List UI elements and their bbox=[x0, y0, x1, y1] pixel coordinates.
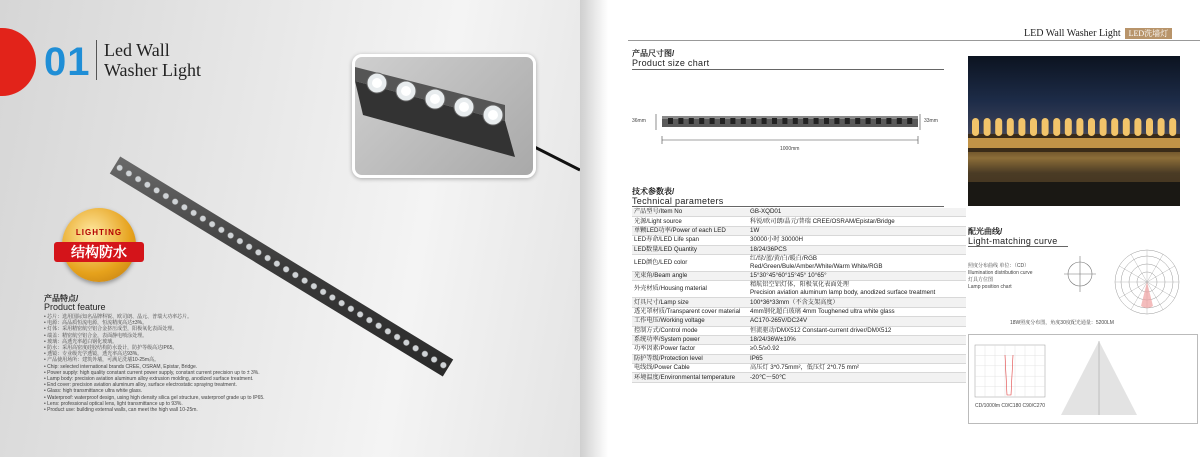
closeup-led-core bbox=[430, 94, 440, 104]
size-led bbox=[710, 118, 715, 124]
tech-title-rule bbox=[632, 206, 944, 207]
bar-led bbox=[339, 300, 345, 306]
bridge-scene bbox=[968, 56, 1180, 206]
badge-ribbon: 结构防水 bbox=[54, 242, 144, 262]
bar-led bbox=[228, 232, 234, 238]
bridge-arch bbox=[1158, 118, 1165, 136]
param-key: 防护等级/Protection level bbox=[632, 354, 748, 363]
param-value: 100*36*33mm（不含支架高度） bbox=[748, 298, 966, 307]
feature-item: • Lens: professional optical lens, light transmittance up to 93%. bbox=[44, 400, 183, 407]
bar-led bbox=[144, 182, 150, 188]
table-row bbox=[632, 317, 966, 326]
bar-led bbox=[311, 283, 317, 289]
lamp-position-diagram bbox=[1060, 250, 1100, 298]
bar-led bbox=[181, 204, 187, 210]
param-value: -20℃～50℃ bbox=[748, 373, 966, 382]
closeup-led-core bbox=[401, 86, 411, 96]
param-value: 高压灯 3*0.75mm²，低压灯 2*0.75 mm² bbox=[748, 364, 966, 373]
feature-item: • 产品使用场所：建筑外墙，可满足洗墙10-25m高。 bbox=[44, 357, 160, 364]
bar-led bbox=[274, 261, 280, 267]
param-value-line-2: Red/Green/Bule/Amber/White/Warm White/RGB bbox=[750, 262, 883, 270]
size-led bbox=[751, 118, 756, 124]
bar-led bbox=[237, 238, 243, 244]
bar-led bbox=[246, 244, 252, 250]
feature-title-cn: 产品特点/ bbox=[44, 294, 79, 303]
param-key: 透光罩材质/Transparent cover material bbox=[632, 307, 748, 316]
table-row bbox=[632, 354, 966, 363]
title-line-2: Washer Light bbox=[104, 60, 202, 80]
param-key: 单颗LED功率/Power of each LED bbox=[632, 226, 748, 235]
illuminance-charts-box bbox=[968, 334, 1198, 424]
size-led bbox=[845, 118, 850, 124]
bar-led bbox=[403, 340, 409, 346]
bar-led bbox=[292, 272, 298, 278]
curve-note: Lamp position chart bbox=[968, 284, 1012, 290]
bar-led bbox=[431, 357, 437, 363]
table-row bbox=[632, 307, 966, 316]
waterproof-badge bbox=[62, 208, 136, 282]
right-header-tag: LED洗墙灯 bbox=[1125, 28, 1173, 39]
feature-title-en: Product feature bbox=[44, 302, 106, 312]
closeup-led-core bbox=[488, 110, 498, 120]
size-led bbox=[793, 118, 798, 124]
size-led bbox=[730, 118, 735, 124]
bar-led bbox=[135, 176, 141, 182]
bar-led bbox=[283, 266, 289, 272]
feature-item: • Chip: selected international brands CREE, OSRAM, Epistar, Bridge. bbox=[44, 363, 198, 370]
tech-title-en: Technical parameters bbox=[632, 196, 724, 206]
table-row bbox=[632, 326, 966, 335]
header-rule bbox=[628, 40, 1200, 41]
table-row bbox=[632, 217, 966, 226]
bar-led bbox=[348, 306, 354, 312]
table-row bbox=[632, 245, 966, 254]
bar-led bbox=[320, 289, 326, 295]
bar-led bbox=[413, 345, 419, 351]
size-led bbox=[866, 118, 871, 124]
size-led bbox=[772, 118, 777, 124]
feature-list bbox=[44, 314, 334, 413]
size-title-en: Product size chart bbox=[632, 58, 710, 68]
size-led bbox=[741, 118, 746, 124]
size-led bbox=[762, 118, 767, 124]
bar-led bbox=[163, 193, 169, 199]
size-drawing bbox=[632, 110, 932, 150]
bar-led bbox=[440, 362, 446, 368]
param-key: 功率因素/Power factor bbox=[632, 345, 748, 354]
feature-item: • Product use: building external walls, can meet the high wall 10-25m. bbox=[44, 407, 198, 414]
size-led bbox=[814, 118, 819, 124]
bridge-arch bbox=[1053, 118, 1060, 136]
param-value: 4mm钢化超白玻璃 4mm Toughened ultra white glass bbox=[748, 307, 966, 316]
table-row bbox=[632, 298, 966, 307]
param-key: 外壳材质/Housing material bbox=[632, 281, 748, 298]
bridge-arch bbox=[1088, 118, 1095, 136]
bar-led bbox=[329, 295, 335, 301]
bridge-arch bbox=[1169, 118, 1176, 136]
bar-led bbox=[154, 187, 160, 193]
bridge-arch bbox=[1065, 118, 1072, 136]
size-led bbox=[876, 118, 881, 124]
param-value: ≥0.5/≥0.92 bbox=[748, 345, 966, 354]
size-title-rule bbox=[632, 69, 944, 70]
size-led bbox=[834, 118, 839, 124]
param-value: 恒流驱动/DMX512 Constant-current driver/DMX512 bbox=[748, 326, 966, 335]
param-value: 30000小时 30000H bbox=[748, 236, 966, 245]
closeup-photo bbox=[352, 54, 536, 178]
dim-height-left: 36mm bbox=[632, 118, 646, 124]
table-row bbox=[632, 281, 966, 298]
table-row bbox=[632, 254, 966, 271]
table-row bbox=[632, 335, 966, 344]
table-row bbox=[632, 226, 966, 235]
param-value: 1W bbox=[748, 226, 966, 235]
section-number: 01 bbox=[44, 40, 91, 84]
param-value-line-1: 红/绿/蓝/黄/白/暖白/RGB bbox=[750, 254, 818, 262]
size-led bbox=[803, 118, 808, 124]
closeup-led-core bbox=[459, 102, 469, 112]
feature-item: • 电源：高品质恒流电源，恒流精度高达±3%。 bbox=[44, 320, 148, 327]
bar-led bbox=[117, 165, 123, 171]
lumen-caption: 18W照度分布图，角度30度配光通量：5200LM bbox=[1010, 320, 1114, 326]
feature-item: • Glass: high transmittance ultra white glass. bbox=[44, 388, 143, 395]
bridge-arch bbox=[1018, 118, 1025, 136]
tech-title-cn: 技术参数表/ bbox=[632, 187, 675, 196]
bar-led bbox=[218, 227, 224, 233]
title-divider bbox=[96, 40, 97, 80]
dim-height-right: 33mm bbox=[924, 118, 938, 124]
feature-item: • 防水：采用高密度硅胶结构防水设计，防护等级高达IP65。 bbox=[44, 345, 178, 352]
bridge-arch bbox=[1134, 118, 1141, 136]
feature-item: • 端盖：精密航空铝合金，表面静电喷涂处理。 bbox=[44, 332, 148, 339]
size-led bbox=[886, 118, 891, 124]
param-key: LED颜色/LED color bbox=[632, 254, 748, 271]
application-photo bbox=[968, 56, 1180, 206]
bar-led bbox=[357, 311, 363, 317]
bridge-arch bbox=[995, 118, 1002, 136]
bar-led bbox=[366, 317, 372, 323]
curve-note: 灯具方位图 bbox=[968, 277, 994, 283]
bar-led bbox=[376, 323, 382, 329]
size-led bbox=[897, 118, 902, 124]
bridge-arch bbox=[1111, 118, 1118, 136]
size-led bbox=[824, 118, 829, 124]
feature-item: • 灯体：采用精密航空铝合金挤压成型，阳极氧化表面处理。 bbox=[44, 326, 178, 333]
param-key: 灯具尺寸/Lamp size bbox=[632, 298, 748, 307]
param-value: 18/24/36PCS bbox=[748, 245, 966, 254]
right-header bbox=[1024, 28, 1172, 39]
bridge-arch bbox=[1123, 118, 1130, 136]
bridge-arch bbox=[1042, 118, 1049, 136]
param-key: 控制方式/Control mode bbox=[632, 326, 748, 335]
title-line-1: Led Wall bbox=[104, 40, 170, 60]
param-key: LED寿命/LED Life span bbox=[632, 236, 748, 245]
table-row bbox=[632, 208, 966, 217]
param-value-line-1: 精航铝空铝灯体，阳极氧化表面处理 bbox=[750, 281, 849, 289]
param-key: 系统功率/System power bbox=[632, 335, 748, 344]
table-row bbox=[632, 236, 966, 245]
param-key: 环境温度/Environmental temperature bbox=[632, 373, 748, 382]
bridge-arch bbox=[972, 118, 979, 136]
bar-led bbox=[172, 199, 178, 205]
curve-note: Illumination distribution curve bbox=[968, 270, 1033, 276]
polar-caption: CD/1000lm C0/C180 C90/C270 bbox=[975, 403, 1046, 409]
feature-item: • Power supply: high quality constant current power supply, constant current precision up to ± 3%. bbox=[44, 369, 260, 376]
bar-led bbox=[126, 170, 132, 176]
feature-item: • 透镜：专业级光学透镜，透光率高达93%。 bbox=[44, 351, 143, 358]
size-led bbox=[699, 118, 704, 124]
bar-led bbox=[265, 255, 271, 261]
size-led bbox=[855, 118, 860, 124]
size-title-cn: 产品尺寸图/ bbox=[632, 49, 675, 58]
bar-led bbox=[385, 328, 391, 334]
bar-led bbox=[191, 210, 197, 216]
badge-top-text: LIGHTING bbox=[75, 228, 123, 237]
bridge-arch bbox=[1007, 118, 1014, 136]
bridge-arch bbox=[1146, 118, 1153, 136]
bar-led bbox=[255, 249, 261, 255]
feature-item: • End cover: precision aviation aluminum alloy, surface electrostatic spraying treatment. bbox=[44, 382, 237, 389]
param-value-multiline bbox=[748, 254, 966, 271]
param-key: 光源/Light source bbox=[632, 217, 748, 226]
table-row bbox=[632, 364, 966, 373]
param-value: 科锐/欧司朗/晶元/普瑞 CREE/OSRAM/Epistar/Bridge bbox=[748, 217, 966, 226]
feature-item: • Waterproof: waterproof design, using high density silica gel structure, waterproof grade up to IP65. bbox=[44, 394, 265, 401]
bridge-arch bbox=[1030, 118, 1037, 136]
curve-title-cn: 配光曲线/ bbox=[968, 227, 1003, 236]
bridge-arch bbox=[1100, 118, 1107, 136]
bridge-arch bbox=[1076, 118, 1083, 136]
feature-item: • Lamp body: precision aviation aluminum alloy extrusion molding, anodized surface treatment. bbox=[44, 376, 254, 383]
param-value: IP65 bbox=[748, 354, 966, 363]
bar-led bbox=[200, 216, 206, 222]
size-led bbox=[668, 118, 673, 124]
param-value: 15°30°45°60°15°45° 10°65° bbox=[748, 271, 966, 280]
size-led bbox=[782, 118, 787, 124]
curve-note: 照度分布曲线 单位：（CD） bbox=[968, 263, 1030, 269]
dim-length: 1000mm bbox=[780, 146, 800, 152]
param-value-multiline bbox=[748, 281, 966, 298]
closeup-led-illustration bbox=[355, 57, 533, 175]
size-led bbox=[907, 118, 912, 124]
page-title bbox=[104, 40, 201, 80]
closeup-led-core bbox=[372, 78, 382, 88]
page-gutter bbox=[580, 0, 608, 457]
param-key: 光束角/Beam angle bbox=[632, 271, 748, 280]
size-led bbox=[689, 118, 694, 124]
param-value: AC170-265V/DC24V bbox=[748, 317, 966, 326]
spec-table bbox=[632, 208, 966, 383]
bar-led bbox=[422, 351, 428, 357]
polar-distribution-chart bbox=[1112, 248, 1182, 316]
bar-led bbox=[302, 278, 308, 284]
param-value: 18/24/36W±10% bbox=[748, 335, 966, 344]
table-row bbox=[632, 373, 966, 382]
curve-title-rule bbox=[968, 246, 1068, 247]
param-key: 产品型号/Item No bbox=[632, 208, 748, 217]
right-header-title: LED Wall Washer Light bbox=[1024, 28, 1121, 39]
bar-led bbox=[209, 221, 215, 227]
table-row bbox=[632, 345, 966, 354]
bridge-arch bbox=[984, 118, 991, 136]
size-led bbox=[720, 118, 725, 124]
feature-item: • 玻璃：高透光率超白钢化玻璃。 bbox=[44, 338, 118, 345]
param-key: 电线线/Power Cable bbox=[632, 364, 748, 373]
left-page bbox=[0, 0, 580, 457]
param-key: LED数量/LED Quantity bbox=[632, 245, 748, 254]
feature-item: • 芯片：选用国际知名品牌科锐、欧司朗、晶元、普瑞大功率芯片。 bbox=[44, 314, 193, 320]
table-row bbox=[632, 271, 966, 280]
curve-title-en: Light-matching curve bbox=[968, 236, 1058, 246]
size-led bbox=[678, 118, 683, 124]
curve-notes bbox=[968, 263, 1032, 291]
param-key: 工作电压/Working voltage bbox=[632, 317, 748, 326]
param-value-line-2: Precision aviation aluminum lamp body, anodized surface treatment bbox=[750, 289, 936, 297]
bar-led bbox=[394, 334, 400, 340]
param-value: GB-XQD01 bbox=[748, 208, 966, 217]
